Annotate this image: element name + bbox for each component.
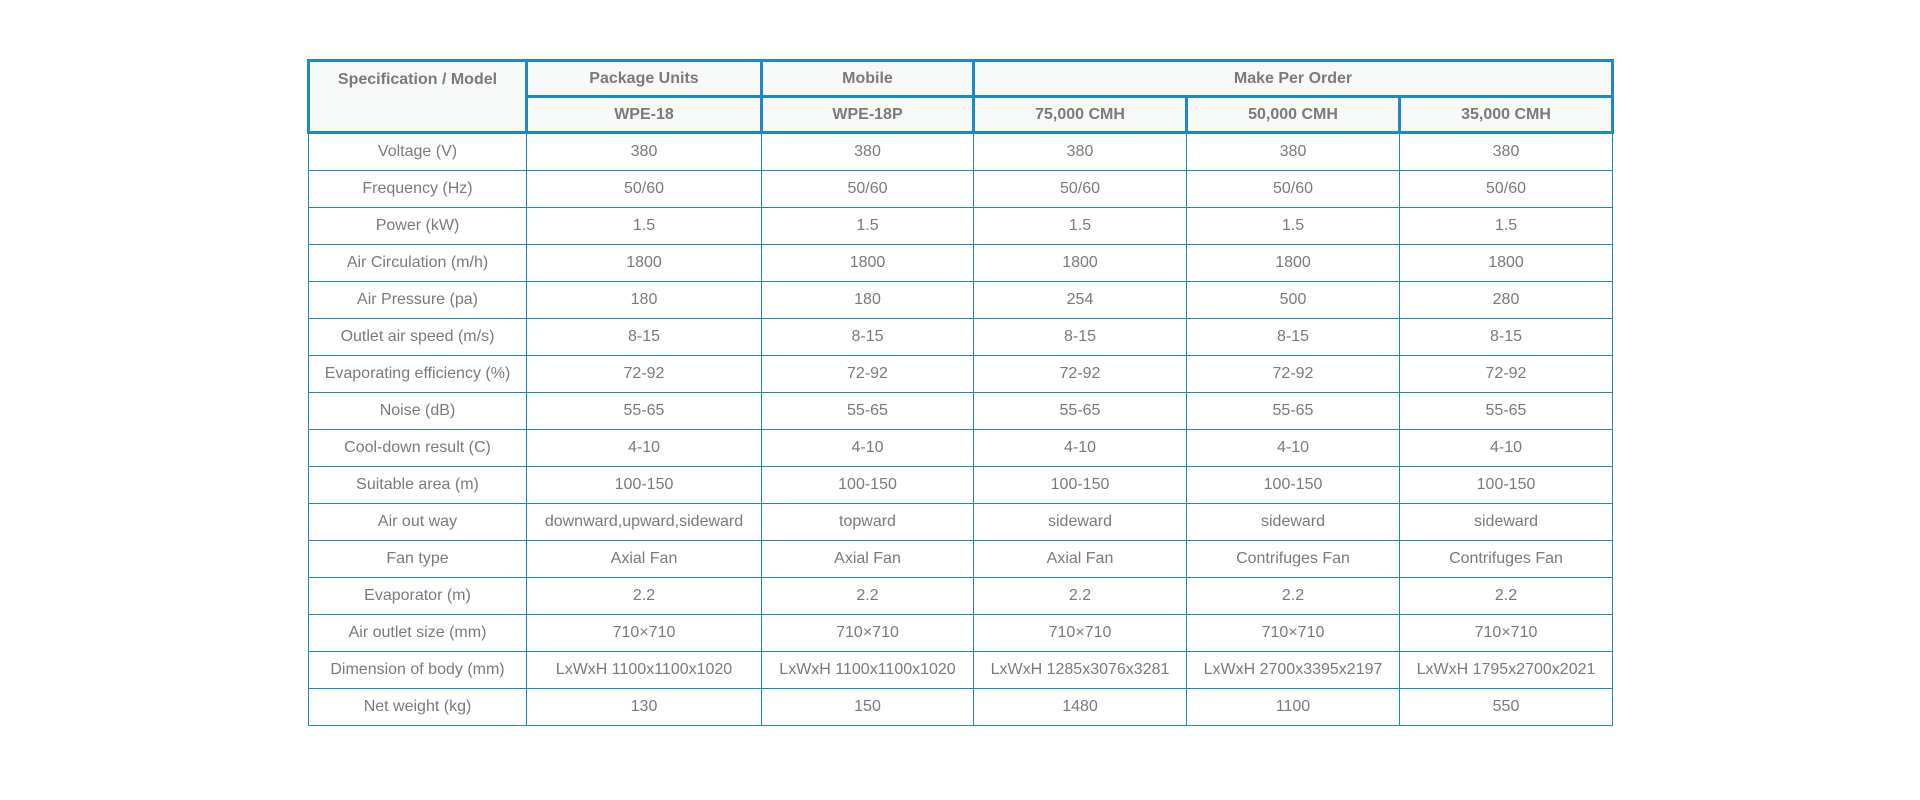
table-cell: 100-150 <box>1400 467 1613 504</box>
table-header <box>309 61 1613 133</box>
table-cell: 55-65 <box>1187 393 1400 430</box>
table-cell: Axial Fan <box>762 541 974 578</box>
table-cell: 50/60 <box>974 171 1187 208</box>
table-row <box>309 689 1613 726</box>
table-row <box>309 356 1613 393</box>
row-label: Air Pressure (pa) <box>309 282 527 319</box>
table-cell: 55-65 <box>974 393 1187 430</box>
row-label: Air out way <box>309 504 527 541</box>
table-cell: 4-10 <box>527 430 762 467</box>
table-cell: Axial Fan <box>974 541 1187 578</box>
model-header: 35,000 CMH <box>1400 97 1613 133</box>
table-cell: 50/60 <box>1400 171 1613 208</box>
table-row <box>309 393 1613 430</box>
table-cell: topward <box>762 504 974 541</box>
table-cell: 8-15 <box>762 319 974 356</box>
row-label: Air Circulation (m/h) <box>309 245 527 282</box>
table-cell: 8-15 <box>1187 319 1400 356</box>
table-cell: 380 <box>762 133 974 171</box>
table-cell: 500 <box>1187 282 1400 319</box>
table-cell: 2.2 <box>1187 578 1400 615</box>
table-row <box>309 171 1613 208</box>
table-row <box>309 541 1613 578</box>
table-cell: sideward <box>974 504 1187 541</box>
row-label: Air outlet size (mm) <box>309 615 527 652</box>
table-cell: downward,upward,sideward <box>527 504 762 541</box>
table-row <box>309 504 1613 541</box>
table-cell: 100-150 <box>527 467 762 504</box>
table-cell: 8-15 <box>974 319 1187 356</box>
table-row <box>309 652 1613 689</box>
model-header: 50,000 CMH <box>1187 97 1400 133</box>
table-cell: 55-65 <box>527 393 762 430</box>
table-cell: 4-10 <box>1187 430 1400 467</box>
table-cell: 2.2 <box>762 578 974 615</box>
model-header: WPE-18P <box>762 97 974 133</box>
table-cell: 180 <box>527 282 762 319</box>
table-cell: sideward <box>1187 504 1400 541</box>
row-label: Cool-down result (C) <box>309 430 527 467</box>
table-cell: 130 <box>527 689 762 726</box>
table-cell: Contrifuges Fan <box>1187 541 1400 578</box>
table-cell: 254 <box>974 282 1187 319</box>
table-cell: 55-65 <box>762 393 974 430</box>
table-cell: 100-150 <box>974 467 1187 504</box>
table-cell: 72-92 <box>974 356 1187 393</box>
table-cell: 1.5 <box>1187 208 1400 245</box>
table-cell: 380 <box>527 133 762 171</box>
row-label: Fan type <box>309 541 527 578</box>
table-cell: 4-10 <box>974 430 1187 467</box>
table-cell: 100-150 <box>1187 467 1400 504</box>
row-label: Suitable area (m) <box>309 467 527 504</box>
table-cell: 4-10 <box>1400 430 1613 467</box>
table-row <box>309 578 1613 615</box>
table-cell: 710×710 <box>1400 615 1613 652</box>
table-cell: 380 <box>1187 133 1400 171</box>
table-body <box>309 133 1613 726</box>
group-header-mobile: Mobile <box>762 61 974 97</box>
table-cell: 150 <box>762 689 974 726</box>
table-cell: 2.2 <box>1400 578 1613 615</box>
table-cell: LxWxH 1285x3076x3281 <box>974 652 1187 689</box>
row-label: Voltage (V) <box>309 133 527 171</box>
table-cell: 100-150 <box>762 467 974 504</box>
table-cell: Axial Fan <box>527 541 762 578</box>
table-cell: 710×710 <box>974 615 1187 652</box>
table-row <box>309 467 1613 504</box>
row-label: Dimension of body (mm) <box>309 652 527 689</box>
table-cell: 72-92 <box>1400 356 1613 393</box>
table-row <box>309 282 1613 319</box>
table-cell: LxWxH 1100x1100x1020 <box>762 652 974 689</box>
table-row <box>309 430 1613 467</box>
table-cell: 50/60 <box>762 171 974 208</box>
table-cell: 50/60 <box>1187 171 1400 208</box>
table-row <box>309 208 1613 245</box>
table-cell: 1800 <box>762 245 974 282</box>
table-cell: 2.2 <box>527 578 762 615</box>
table-cell: 2.2 <box>974 578 1187 615</box>
table-cell: 1.5 <box>527 208 762 245</box>
table-cell: 8-15 <box>527 319 762 356</box>
row-label: Power (kW) <box>309 208 527 245</box>
row-label: Noise (dB) <box>309 393 527 430</box>
table-cell: 380 <box>1400 133 1613 171</box>
table-row <box>309 133 1613 171</box>
table-cell: 1800 <box>1400 245 1613 282</box>
table-cell: 710×710 <box>762 615 974 652</box>
table-cell: 4-10 <box>762 430 974 467</box>
header-row-groups <box>309 61 1613 97</box>
specification-table <box>307 59 1614 726</box>
table-cell: 55-65 <box>1400 393 1613 430</box>
table-cell: 1800 <box>1187 245 1400 282</box>
model-header: 75,000 CMH <box>974 97 1187 133</box>
table-cell: 1800 <box>974 245 1187 282</box>
table-cell: 1480 <box>974 689 1187 726</box>
table-cell: 710×710 <box>1187 615 1400 652</box>
row-label: Outlet air speed (m/s) <box>309 319 527 356</box>
corner-header: Specification / Model <box>309 61 527 133</box>
table-cell: 1.5 <box>1400 208 1613 245</box>
table-cell: Contrifuges Fan <box>1400 541 1613 578</box>
table-cell: LxWxH 2700x3395x2197 <box>1187 652 1400 689</box>
table-cell: 280 <box>1400 282 1613 319</box>
row-label: Evaporator (m) <box>309 578 527 615</box>
table-cell: sideward <box>1400 504 1613 541</box>
table-row <box>309 319 1613 356</box>
table-cell: 72-92 <box>762 356 974 393</box>
group-header-make-per-order: Make Per Order <box>974 61 1613 97</box>
table-cell: LxWxH 1795x2700x2021 <box>1400 652 1613 689</box>
table-cell: 380 <box>974 133 1187 171</box>
table-cell: 8-15 <box>1400 319 1613 356</box>
table-cell: 72-92 <box>1187 356 1400 393</box>
table-cell: 1100 <box>1187 689 1400 726</box>
table-cell: 550 <box>1400 689 1613 726</box>
table-cell: 180 <box>762 282 974 319</box>
table-cell: 1800 <box>527 245 762 282</box>
row-label: Evaporating efficiency (%) <box>309 356 527 393</box>
row-label: Net weight (kg) <box>309 689 527 726</box>
table-row <box>309 245 1613 282</box>
table-cell: LxWxH 1100x1100x1020 <box>527 652 762 689</box>
row-label: Frequency (Hz) <box>309 171 527 208</box>
table-row <box>309 615 1613 652</box>
table-cell: 72-92 <box>527 356 762 393</box>
table-cell: 1.5 <box>974 208 1187 245</box>
group-header-package-units: Package Units <box>527 61 762 97</box>
table-cell: 710×710 <box>527 615 762 652</box>
model-header: WPE-18 <box>527 97 762 133</box>
table-cell: 1.5 <box>762 208 974 245</box>
table-cell: 50/60 <box>527 171 762 208</box>
